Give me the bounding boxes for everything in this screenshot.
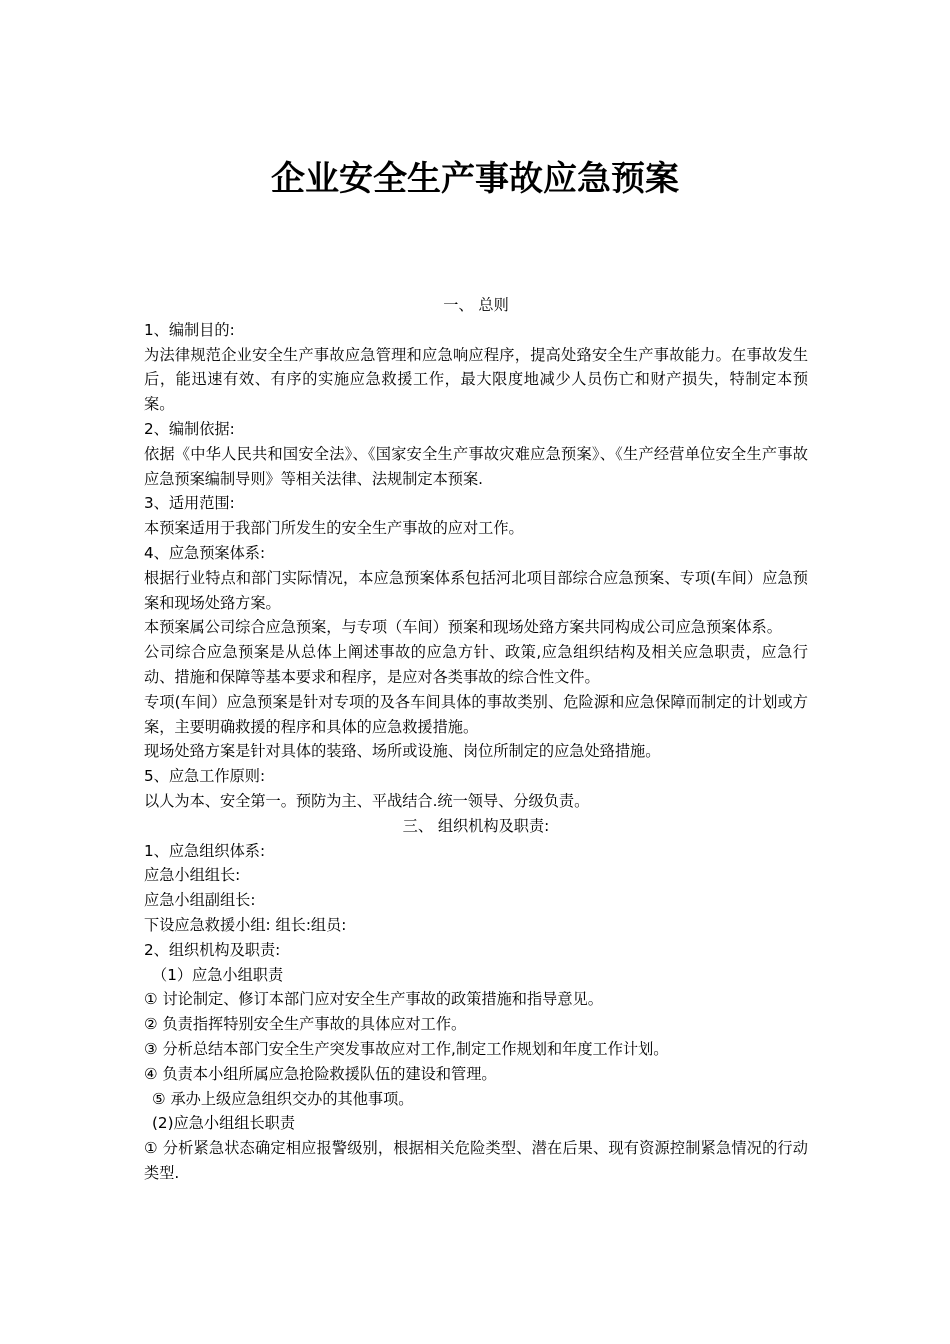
- paragraph-plan-system-4: 专项(车间）应急预案是针对专项的及各车间具体的事故类别、危险源和应急保障而制定的计划或方案，主要明确救援的程序和具体的应急救援措施。: [144, 692, 808, 736]
- paragraph-purpose: 为法律规范企业安全生产事故应急管理和应急响应程序，提高处臵安全生产事故能力。在事故发生后，能迅速有效、有序的实施应急救援工作，最大限度地减少人员伤亡和财产损失，特制定本预案。: [144, 345, 808, 414]
- paragraph-basis: 依据《中华人民共和国安全法》、《国家安全生产事故灾难应急预案》、《生产经营单位安全生产事故应急预案编制导则》等相关法律、法规制定本预案.: [144, 444, 808, 488]
- paragraph-plan-system-3: 公司综合应急预案是从总体上阐述事故的应急方针、政策,应急组织结构及相关应急职责，应急行动、措施和保障等基本要求和程序，是应对各类事故的综合性文件。: [144, 643, 808, 686]
- subheading-org-system: 1、应急组织体系:: [144, 841, 266, 860]
- paragraph-plan-system-5: 现场处臵方案是针对具体的装臵、场所或设施、岗位所制定的应急处臵措施。: [144, 742, 661, 761]
- field-rescue-team: 下设应急救援小组: 组长:组员:: [144, 915, 347, 934]
- paragraph-plan-system-2: 本预案属公司综合应急预案，与专项（车间）预案和现场处臵方案共同构成公司应急预案体系。: [144, 618, 782, 637]
- paragraph-plan-system-1: 根据行业特点和部门实际情况，本应急预案体系包括河北项目部综合应急预案、专项(车间）应急预案和现场处臵方案。: [144, 568, 808, 612]
- section-heading-general: 一、 总则: [443, 296, 509, 314]
- section-heading-organization: 三、 组织机构及职责:: [402, 816, 550, 835]
- list-item: ③ 分析总结本部门安全生产突发事故应对工作,制定工作规划和年度工作计划。: [144, 1039, 669, 1058]
- subheading-plan-system: 4、应急预案体系:: [144, 543, 266, 562]
- subheading-purpose: 1、编制目的:: [144, 320, 235, 339]
- document-body: [144, 293, 808, 1186]
- list-item: ② 负责指挥特别安全生产事故的具体应对工作。: [144, 1015, 467, 1034]
- subheading-leader-duties: (2)应急小组组长职责: [152, 1114, 296, 1133]
- subheading-principles: 5、应急工作原则:: [144, 767, 266, 786]
- list-item: ⑤ 承办上级应急组织交办的其他事项。: [152, 1089, 414, 1108]
- subheading-basis: 2、编制依据:: [144, 419, 235, 438]
- field-deputy-leader: 应急小组副组长:: [144, 891, 256, 910]
- field-team-leader: 应急小组组长:: [144, 866, 241, 885]
- subheading-scope: 3、适用范围:: [144, 494, 235, 513]
- paragraph-scope: 本预案适用于我部门所发生的安全生产事故的应对工作。: [144, 519, 524, 538]
- document-title: 企业安全生产事故应急预案: [271, 159, 679, 199]
- subheading-team-duties: （1）应急小组职责: [152, 965, 284, 984]
- paragraph-principles: 以人为本、安全第一。预防为主、平战结合.统一领导、分级负责。: [144, 791, 590, 810]
- list-item: ① 讨论制定、修订本部门应对安全生产事故的政策措施和指导意见。: [144, 990, 603, 1009]
- subheading-org-duties: 2、组织机构及职责:: [144, 940, 281, 959]
- list-item: ① 分析紧急状态确定相应报警级别，根据相关危险类型、潜在后果、现有资源控制紧急情况的行动类型.: [144, 1139, 808, 1182]
- list-item: ④ 负责本小组所属应急抢险救援队伍的建设和管理。: [144, 1064, 497, 1083]
